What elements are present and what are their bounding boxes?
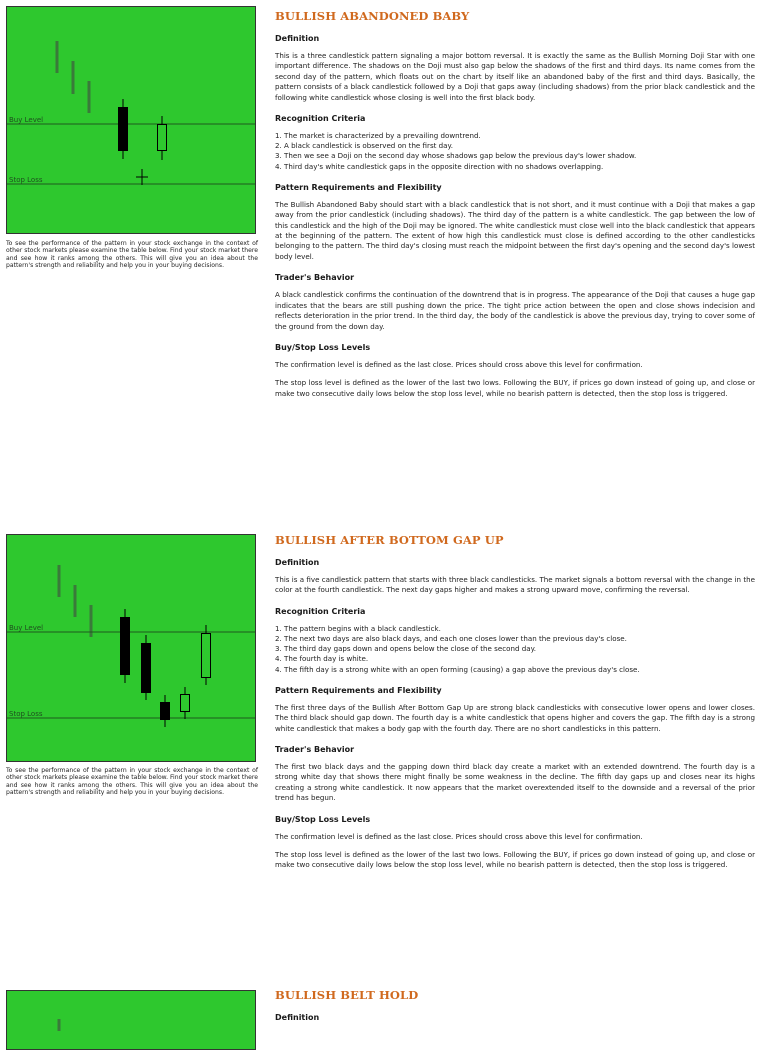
candlestick-chart-svg xyxy=(7,535,255,761)
buy-level-label: Buy Level xyxy=(9,624,44,632)
requirements-text: The Bullish Abandoned Baby should start with a black candlestick that is not short, and it must continue with a Doji that makes a gap away from the prior candlestick (including shadows). The third day of the pattern is a white candlestick. The gap between the low of this candlestick and the high of the Doji may be ignored. The white candlestick must close well into the black candlestick that appears at the beginning of the pattern. The extent of how high this candlestick must close is defined according to the other candlesticks belonging to the pattern. The third day's closing must reach the midpoint between the first day's opening and the second day's lowest body level. xyxy=(275,199,755,261)
definition-heading: Definition xyxy=(275,1013,320,1022)
levels-text: The stop loss level is defined as the lower of the last two lows. Following the BUY, if prices go down instead of going up, and close or make two consecutive daily lows below the stop loss level, while no bearish pattern is detected, then the stop loss is triggered. xyxy=(275,850,755,870)
levels-text: The stop loss level is defined as the lower of the last two lows. Following the BUY, if prices go down instead of going up, and close or make two consecutive daily lows below the stop loss level, while no bearish pattern is detected, then the stop loss is triggered. xyxy=(275,378,755,398)
recognition-item: 2. A black candlestick is observed on the first day. xyxy=(275,141,453,151)
recognition-heading: Recognition Criteria xyxy=(275,606,366,616)
definition-heading: Definition xyxy=(275,558,320,567)
pattern-title: BULLISH AFTER BOTTOM GAP UP xyxy=(275,533,504,547)
pattern-chart xyxy=(6,990,256,1050)
black-candle-body xyxy=(120,617,130,675)
requirements-heading: Pattern Requirements and Flexibility xyxy=(275,182,442,192)
stop-loss-label: Stop Loss xyxy=(9,710,43,718)
pattern-content xyxy=(275,988,755,1022)
recognition-item: 3. Then we see a Doji on the second day whose shadows gap below the previous day's lower shadow. xyxy=(275,151,637,161)
black-candle-body xyxy=(141,643,151,693)
side-note: To see the performance of the pattern in your stock exchange in the context of other stock markets please examine the table below. Find your stock market there and see how it ranks among the others. This will give you an idea about the pattern's strength and reliability and help you in your buying decisions. xyxy=(6,767,258,797)
recognition-heading: Recognition Criteria xyxy=(275,114,366,124)
side-note: To see the performance of the pattern in your stock exchange in the context of other stock markets please examine the table below. Find your stock market there and see how it ranks among the others. This will give you an idea about the pattern's strength and reliability and help you in your buying decisions. xyxy=(6,240,258,270)
recognition-item: 4. Third day's white candlestick gaps in the opposite direction with no shadows overlapping. xyxy=(275,161,604,171)
recognition-item: 1. The market is characterized by a prevailing downtrend. xyxy=(275,131,481,141)
white-candle-body xyxy=(202,634,211,678)
pattern-content xyxy=(275,9,755,399)
recognition-item: 2. The next two days are also black days, and each one closes lower than the previous day's close. xyxy=(275,634,627,644)
behavior-text: A black candlestick confirms the continuation of the downtrend that is in progress. The appearance of the Doji that causes a huge gap indicates that the bears are still pushing down the price. The tight price action between the open and close shows indecision and reflects deterioration in the prior trend. In the third day, the body of the candlestick is above the previous day, trying to cover some of the ground from the down day. xyxy=(275,290,755,331)
behavior-heading: Trader's Behavior xyxy=(275,273,355,283)
recognition-item: 3. The third day gaps down and opens below the close of the second day. xyxy=(275,644,537,654)
black-candle-body xyxy=(118,107,128,151)
levels-heading: Buy/Stop Loss Levels xyxy=(275,814,371,824)
recognition-item: 4. The fifth day is a strong white with an open forming (causing) a gap above the previous day's close. xyxy=(275,664,640,674)
pattern-content xyxy=(275,533,755,871)
pattern-chart xyxy=(6,6,256,234)
levels-text: The confirmation level is defined as the last close. Prices should cross above this level for confirmation. xyxy=(275,831,643,841)
behavior-heading: Trader's Behavior xyxy=(275,745,355,755)
white-candle-body xyxy=(181,695,190,712)
pattern-title: BULLISH BELT HOLD xyxy=(275,988,419,1002)
pattern-chart xyxy=(6,534,256,762)
requirements-text: The first three days of the Bullish After Bottom Gap Up are strong black candlesticks with consecutive lower opens and lower closes. The third black should gap down. The fourth day is a white candlestick that opens higher and covers the gap. The fifth day is a strong white candlestick that makes a body gap with the fourth day. There are no short candlesticks in this pattern. xyxy=(275,702,755,733)
requirements-heading: Pattern Requirements and Flexibility xyxy=(275,685,442,695)
definition-heading: Definition xyxy=(275,34,320,43)
behavior-text: The first two black days and the gapping down third black day create a market with an extended downtrend. The fourth day is a strong white day that shows there might finally be some weakness in the decline. The fifth day gaps up and closes near its highs creating a strong white candlestick. It now appears that the market overextended itself to the downside and a reversal of the prior trend has begun. xyxy=(275,762,755,803)
recognition-item: 4. The fourth day is white. xyxy=(275,654,369,664)
definition-text: This is a three candlestick pattern signaling a major bottom reversal. It is exactly the same as the Bullish Morning Doji Star with one important difference. The shadows on the Doji must also gap below the shadows of the first and third days. Its name comes from the second day of the pattern, which floats out on the chart by itself like an abandoned baby of the first and third days. Basically, the pattern consists of a black candlestick followed by a Doji that gaps away (including shadows) from the prior black candlestick and the following white candlestick whose closing is well into the first black body. xyxy=(275,51,755,102)
definition-text: This is a five candlestick pattern that starts with three black candlesticks. The market signals a bottom reversal with the change in the color at the fourth candlestick. The next day gaps higher and makes a strong upward move, confirming the reversal. xyxy=(275,575,755,595)
levels-text: The confirmation level is defined as the last close. Prices should cross above this level for confirmation. xyxy=(275,359,643,369)
black-candle-body xyxy=(160,702,170,720)
recognition-item: 1. The pattern begins with a black candlestick. xyxy=(275,623,441,633)
pattern-title: BULLISH ABANDONED BABY xyxy=(275,9,470,23)
candlestick-chart-svg xyxy=(7,7,255,233)
stop-loss-label: Stop Loss xyxy=(9,176,43,184)
levels-heading: Buy/Stop Loss Levels xyxy=(275,342,371,352)
white-candle-body xyxy=(158,125,167,151)
candlestick-chart-svg xyxy=(7,991,255,1031)
buy-level-label: Buy Level xyxy=(9,116,44,124)
